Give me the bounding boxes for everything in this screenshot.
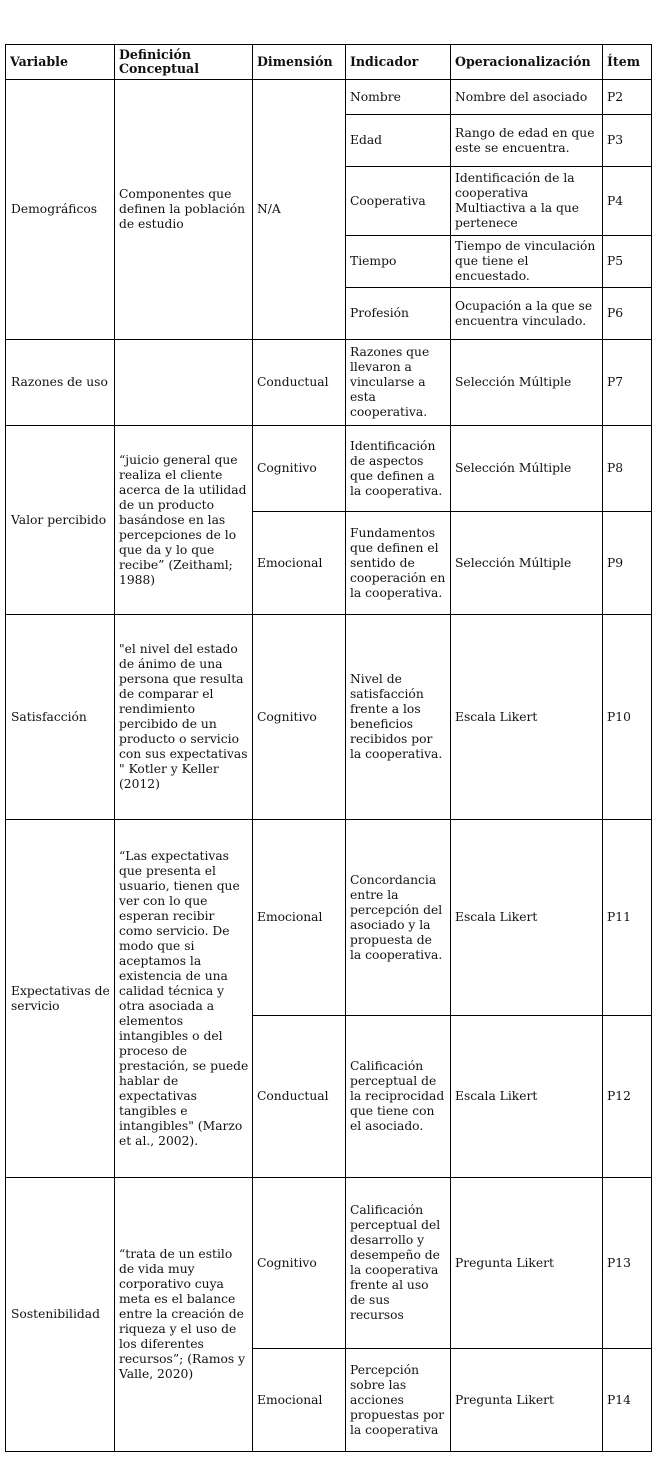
- header-item: Ítem: [603, 45, 652, 80]
- indicador-cell: Percepción sobre las acciones propuestas por la cooperativa: [346, 1349, 451, 1452]
- item-cell: P9: [603, 512, 652, 615]
- operacionalizacion-cell: Ocupación a la que se encuentra vinculado.: [451, 288, 603, 340]
- operacionalizacion-cell: Identificación de la cooperativa Multiactiva a la que pertenece: [451, 167, 603, 236]
- operationalization-table: [5, 44, 652, 1452]
- indicador-cell: Razones que llevaron a vincularse a esta cooperativa.: [346, 340, 451, 426]
- item-cell: P11: [603, 820, 652, 1016]
- indicador-cell: Calificación perceptual del desarrollo y desempeño de la cooperativa frente al uso de sus recursos: [346, 1178, 451, 1349]
- definicion-satisfaccion: "el nivel del estado de ánimo de una persona que resulta de comparar el rendimiento percibido de un producto o servicio con sus expectativas " Kotler y Keller (2012): [115, 615, 253, 820]
- table-row: [6, 1178, 652, 1349]
- definicion-razones: [115, 340, 253, 426]
- variable-valor: Valor percibido: [6, 426, 115, 615]
- dimension-cell: Conductual: [253, 1016, 346, 1178]
- operacionalizacion-cell: Selección Múltiple: [451, 340, 603, 426]
- operacionalizacion-cell: Pregunta Likert: [451, 1178, 603, 1349]
- item-cell: P10: [603, 615, 652, 820]
- operacionalizacion-cell: Escala Likert: [451, 615, 603, 820]
- indicador-cell: Profesión: [346, 288, 451, 340]
- operacionalizacion-cell: Tiempo de vinculación que tiene el encuestado.: [451, 236, 603, 288]
- item-cell: P6: [603, 288, 652, 340]
- definicion-demograficos: Componentes que definen la población de estudio: [115, 80, 253, 340]
- header-row: [6, 45, 652, 80]
- variable-expectativas: Expectativas de servicio: [6, 820, 115, 1178]
- variable-sostenibilidad: Sostenibilidad: [6, 1178, 115, 1452]
- dimension-cell: Emocional: [253, 820, 346, 1016]
- item-cell: P13: [603, 1178, 652, 1349]
- table-row: [6, 426, 652, 512]
- definicion-valor: “juicio general que realiza el cliente acerca de la utilidad de un producto basándose en las percepciones de lo que da y lo que recibe” (Zeithaml; 1988): [115, 426, 253, 615]
- indicador-cell: Fundamentos que definen el sentido de cooperación en la cooperativa.: [346, 512, 451, 615]
- definicion-expectativas: “Las expectativas que presenta el usuario, tienen que ver con lo que esperan recibir como servicio. De modo que si aceptamos la existencia de una calidad técnica y otra asociada a elementos intangibles o del proceso de prestación, se puede hablar de expectativas tangibles e intangibles" (Marzo et al., 2002).: [115, 820, 253, 1178]
- indicador-cell: Nivel de satisfacción frente a los beneficios recibidos por la cooperativa.: [346, 615, 451, 820]
- indicador-cell: Concordancia entre la percepción del asociado y la propuesta de la cooperativa.: [346, 820, 451, 1016]
- operacionalizacion-cell: Rango de edad en que este se encuentra.: [451, 115, 603, 167]
- variable-razones: Razones de uso: [6, 340, 115, 426]
- table-row: [6, 340, 652, 426]
- table-row: [6, 820, 652, 1016]
- operacionalizacion-cell: Pregunta Likert: [451, 1349, 603, 1452]
- indicador-cell: Cooperativa: [346, 167, 451, 236]
- item-cell: P12: [603, 1016, 652, 1178]
- indicador-cell: Edad: [346, 115, 451, 167]
- item-cell: P14: [603, 1349, 652, 1452]
- operacionalizacion-cell: Nombre del asociado: [451, 80, 603, 115]
- operacionalizacion-cell: Selección Múltiple: [451, 512, 603, 615]
- dimension-cell: Cognitivo: [253, 615, 346, 820]
- dimension-cell: Emocional: [253, 1349, 346, 1452]
- indicador-cell: Identificación de aspectos que definen a la cooperativa.: [346, 426, 451, 512]
- operacionalizacion-cell: Escala Likert: [451, 820, 603, 1016]
- table-row: [6, 80, 652, 115]
- dimension-cell: Cognitivo: [253, 1178, 346, 1349]
- indicador-cell: Nombre: [346, 80, 451, 115]
- table-row: [6, 615, 652, 820]
- operacionalizacion-cell: Escala Likert: [451, 1016, 603, 1178]
- dimension-cell: Conductual: [253, 340, 346, 426]
- item-cell: P2: [603, 80, 652, 115]
- header-variable: Variable: [6, 45, 115, 80]
- indicador-cell: Tiempo: [346, 236, 451, 288]
- indicador-cell: Calificación perceptual de la reciprocidad que tiene con el asociado.: [346, 1016, 451, 1178]
- item-cell: P4: [603, 167, 652, 236]
- definicion-sostenibilidad: “trata de un estilo de vida muy corporativo cuya meta es el balance entre la creación de riqueza y el uso de los diferentes recursos”; (Ramos y Valle, 2020): [115, 1178, 253, 1452]
- item-cell: P5: [603, 236, 652, 288]
- item-cell: P8: [603, 426, 652, 512]
- header-operacionalizacion: Operacionalización: [451, 45, 603, 80]
- item-cell: P7: [603, 340, 652, 426]
- header-definicion: Definición Conceptual: [115, 45, 253, 80]
- header-indicador: Indicador: [346, 45, 451, 80]
- variable-satisfaccion: Satisfacción: [6, 615, 115, 820]
- operacionalizacion-cell: Selección Múltiple: [451, 426, 603, 512]
- dimension-cell: Emocional: [253, 512, 346, 615]
- dimension-demograficos: N/A: [253, 80, 346, 340]
- variable-demograficos: Demográficos: [6, 80, 115, 340]
- dimension-cell: Cognitivo: [253, 426, 346, 512]
- item-cell: P3: [603, 115, 652, 167]
- header-dimension: Dimensión: [253, 45, 346, 80]
